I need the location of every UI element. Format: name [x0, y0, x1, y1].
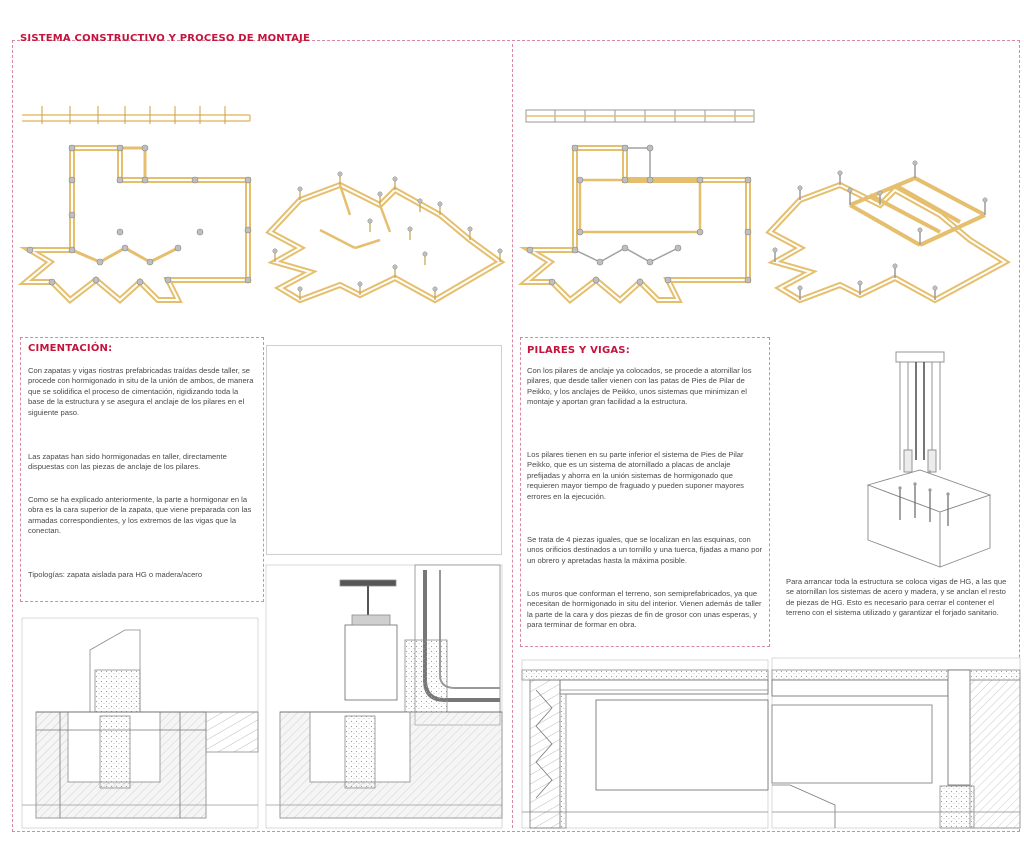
pilares-paragraph: Con los pilares de anclaje ya colocados, se procede a atornillar los pilares, que desde taller vienen con las patas de Pies de Pilar de Peikko, y los anclajes de Peikko, unos sistemas que minimizan el montaje y aportan gran facilidad a la estructura.: [527, 366, 752, 407]
left-section-bar: [22, 106, 250, 124]
pilares-heading: PILARES Y VIGAS:: [527, 345, 630, 356]
slab-section-detail: [772, 658, 1020, 828]
pilares-paragraph: Los pilares tienen en su parte inferior el sistema de Pies de Pilar Peikko, que es un sistema de atornillado a placas de anclaje prefijadas y ahorra en la unión sistemas de hormigonado que requieren mayor tiempo de fraguado y pueden suponer mayores errores en la ejecución.: [527, 450, 744, 501]
footing-section-detail: [22, 618, 258, 828]
pilares-paragraph: Se trata de 4 piezas iguales, que se localizan en las esquinas, con unos orificios destinados a un tornillo y una tuerca, fijadas a mano por un obrero y apretadas hasta la máxima posible.: [527, 535, 763, 565]
pilares-paragraph: Los muros que conforman el terreno, son semiprefabricados, ya que necesitan de hormigonado in situ del interior. Vienen además de taller la parte de la cara y dos piezas de fin de grosor con unas esperas, y para terminar de formar en obra.: [527, 589, 762, 630]
pillar-anchor-section: [266, 565, 502, 828]
cimentacion-paragraph: Con zapatas y vigas riostras prefabricadas traídas desde taller, se procede con hormigonado in situ de la unión de ambos, de manera que se solidifica el proceso de cimentación, rigidizando toda la base de la estructura y se asegura el anclaje de los pilares en el siguiente paso.: [28, 366, 254, 417]
pillar-base-detail: [868, 352, 990, 567]
pillar-beam-plan: [526, 145, 751, 300]
foundation-axonometric: [270, 172, 502, 300]
foundation-plan: [26, 145, 251, 300]
cimentacion-paragraph: Como se ha explicado anteriormente, la parte a hormigonar en la obra es la cara superior de la zapata, que viene preparada con las armadas correspondientes, y los extremos de las vigas que la conectan.: [28, 495, 252, 536]
right-section-bar: [526, 110, 754, 122]
cimentacion-heading: CIMENTACIÓN:: [28, 343, 113, 354]
page-title: SISTEMA CONSTRUCTIVO Y PROCESO DE MONTAJE: [20, 33, 311, 44]
pillar-beam-axonometric: [770, 161, 1005, 300]
cimentacion-paragraph: Las zapatas han sido hormigonadas en taller, directamente dispuestas con las piezas de anclaje de los pilares.: [28, 452, 227, 472]
montaje-note: Para arrancar toda la estructura se coloca vigas de HG, a las que se atornillan los sistemas de acero y madera, y se anclan el resto de piezas de HG. Esto es necesario para cerrar el contener el terreno con el sistema utilizado y garantizar el forjado sanitario.: [786, 577, 1007, 618]
cimentacion-paragraph: Tipologías: zapata aislada para HG o madera/acero: [28, 570, 203, 579]
wall-section-detail: [522, 660, 768, 828]
